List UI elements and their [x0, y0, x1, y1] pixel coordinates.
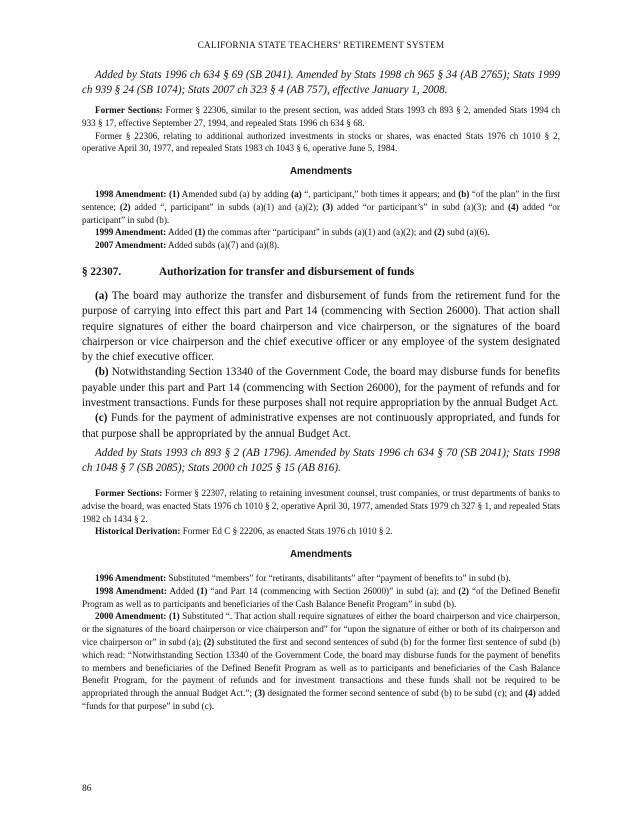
amendment-1998: [82, 188, 560, 226]
amendment-text: Amended subd (a) by adding: [179, 189, 292, 199]
subdivision-label: (c): [95, 412, 108, 425]
amendment-item-number: (4): [525, 688, 536, 699]
history-note-22307: Added by Stats 1993 ch 893 § 2 (AB 1796). Amended by Stats 1996 ch 634 § 70 (SB 2041); Stats 1998 ch 1048 § 7 (SB 2085); Stats 2000 ch 1025 § 15 (AB 816).: [82, 447, 560, 475]
amendment-text: added “, participant” in subds (a)(1) and (a)(2);: [130, 201, 323, 212]
amendment-text: added “or participant” in subd (b).: [82, 201, 560, 225]
former-sections-text: Former § 22306, similar to the present section, was added Stats 1993 ch 893 § 2, amended Stats 1994 ch 933 § 17, effective September 27, 1994, and repealed Stats 1996 ch 634 § 68.: [82, 105, 561, 128]
subdivision-label: (b): [95, 366, 109, 379]
former-sections-paragraph: [82, 487, 560, 525]
amendment-item-number: (1): [169, 189, 180, 199]
amendment-label: 1996 Amendment:: [95, 573, 167, 583]
section-body-22307: [82, 289, 560, 442]
amendment-item-number: (1): [196, 585, 208, 596]
former-sections-label: Former Sections:: [95, 488, 163, 498]
amendment-text: Added: [166, 585, 197, 596]
amendments-heading: Amendments: [289, 549, 353, 560]
amendment-label: 2007 Amendment:: [95, 240, 167, 251]
amendment-item-number: (a): [291, 189, 302, 199]
subdivision-text: The board may authorize the transfer and disbursement of funds from the retirement fund for the purpose of carrying into effect this part and Part 14 (commencing with Section 26000). That action shall require signatures of either the board chairperson and vice chairperson, or the signatures of the board chairperson or vice chairperson and the chief executive officer or any employee of the system designated by the chief executive officer.: [82, 290, 560, 364]
subdivision-b: [82, 365, 560, 411]
former-sections-paragraph: [82, 104, 560, 130]
amendment-text: subd (a)(6).: [444, 227, 490, 238]
history-note-22306: Added by Stats 1996 ch 634 § 69 (SB 2041). Amended by Stats 1998 ch 965 § 34 (AB 2765); Stats 1999 ch 939 § 24 (SB 1074); Stats 2007 ch 323 § 4 (AB 757), effective January 1, 2008.: [82, 69, 560, 97]
amendment-label: 1999 Amendment:: [95, 227, 167, 238]
section-title: Authorization for transfer and disbursement of funds: [159, 266, 415, 278]
amendment-text: Substituted “. That action shall require signatures of either the board chairperson and vice chairperson, or the signatures of the board chairperson or vice chairperson and” for “upon the signature of either or both of its chairperson and vice chairperson or” in subd (a);: [82, 611, 560, 647]
historical-derivation-text: Former Ed C § 22206, as enacted Stats 1976 ch 1010 § 2.: [180, 526, 393, 537]
amendment-text: added “or participant’s” in subd (a)(3); and: [333, 201, 509, 212]
subdivision-text: Funds for the payment of administrative expenses are not continuously appropriated, and funds for that purpose shall be appropriated by the annual Budget Act.: [82, 412, 560, 440]
amendment-label: 2000 Amendment:: [95, 611, 167, 622]
amendment-item-number: (1): [169, 611, 180, 622]
amendment-1998: [82, 585, 560, 611]
subdivision-c: [82, 411, 560, 442]
amendment-1999: [82, 226, 560, 239]
amendment-text: “of the plan” in the first sentence;: [82, 189, 560, 212]
amendment-item-number: (2): [458, 585, 469, 596]
amendment-text: Added subds (a)(7) and (a)(8).: [166, 240, 280, 251]
former-sections-text: Former § 22307, relating to retaining investment counsel, trust companies, or trust departments of banks to advise the board, was enacted Stats 1976 ch 1010 § 2, operative April 30, 1977, amended Stats 1979 ch 327 § 1, and repealed Stats 1982 ch 1434 § 2.: [82, 488, 560, 524]
amendment-1996: [82, 572, 560, 585]
former-sections-paragraph-2: Former § 22306, relating to additional authorized investments in stocks or shares, was enacted Stats 1976 ch 1010 § 2, operative April 30, 1977, and repealed Stats 1983 ch 1043 § 6, operative June 5, 1984.: [82, 130, 560, 154]
section-number: § 22307.: [82, 266, 122, 278]
amendment-text: “of the Defined Benefit Program as well as to participants and beneficiaries of the Cash Balance Benefit Program” in subd (b).: [82, 585, 560, 609]
amendment-label: 1998 Amendment:: [95, 189, 167, 199]
amendment-item-number: (2): [119, 201, 131, 212]
amendment-text: Added: [166, 227, 195, 238]
amendment-item-number: (3): [254, 688, 266, 699]
subdivision-label: (a): [95, 290, 108, 302]
amendment-item-number: (b): [458, 189, 470, 199]
amendment-text: “and Part 14 (commencing with Section 26000)” in subd (a); and: [207, 585, 459, 596]
amendment-text: Substituted “members” for “retirants, disabilitants” after “payment of benefits to” in subd (b).: [166, 573, 511, 583]
amendment-text: designated the former second sentence of subd (b) to be subd (c); and: [265, 688, 526, 699]
amendment-text: “, participant,” both times it appears; and: [301, 189, 459, 199]
amendment-text: substituted the first and second sentences of subd (b) for the former first sentence of subd (b) which read: “Notwithstanding Section 13340 of the Government Code, the board may disburse funds for the payment of benefits to members and beneficiaries of the Defined Benefit Program as well as to participants and beneficiaries of the Cash Balance Benefit Program, for the payment of refunds and for investment transactions and these funds shall not be required to be appropriated through the annual Budget Act.”;: [82, 636, 560, 699]
amendment-item-number: (4): [508, 201, 519, 212]
former-sections-22306: [82, 104, 560, 155]
subdivision-a: [82, 289, 560, 365]
amendment-item-number: (2): [434, 227, 445, 238]
amendment-2000: [82, 610, 560, 712]
historical-derivation: [82, 525, 560, 538]
amendments-heading: Amendments: [289, 166, 353, 177]
amendment-item-number: (2): [203, 636, 215, 647]
running-head: CALIFORNIA STATE TEACHERS’ RETIREMENT SYSTEM: [197, 41, 445, 51]
amendment-label: 1998 Amendment:: [95, 585, 167, 596]
amendment-item-number: (3): [322, 201, 334, 212]
section-heading-22307: [82, 266, 560, 278]
page-number: 86: [82, 784, 92, 794]
amendment-2007: [82, 239, 560, 252]
amendment-item-number: (1): [194, 227, 206, 238]
amendment-text: the commas after “participant” in subds (a)(1) and (a)(2); and: [205, 227, 435, 238]
amendments-list-22306: [82, 188, 560, 252]
amendment-text: added “funds for that purpose” in subd (c).: [82, 688, 560, 711]
former-sections-label: Former Sections:: [95, 105, 163, 115]
former-sections-22307: [82, 487, 560, 538]
historical-derivation-label: Historical Derivation:: [95, 526, 181, 537]
subdivision-text: Notwithstanding Section 13340 of the Government Code, the board may disburse funds for benefits payable under this part and Part 14 (commencing with Section 26000), for the payment of refunds and for investment transactions. Funds for these purposes shall not require appropriation by the annual Budget Act.: [82, 366, 560, 410]
amendments-list-22307: [82, 572, 560, 713]
